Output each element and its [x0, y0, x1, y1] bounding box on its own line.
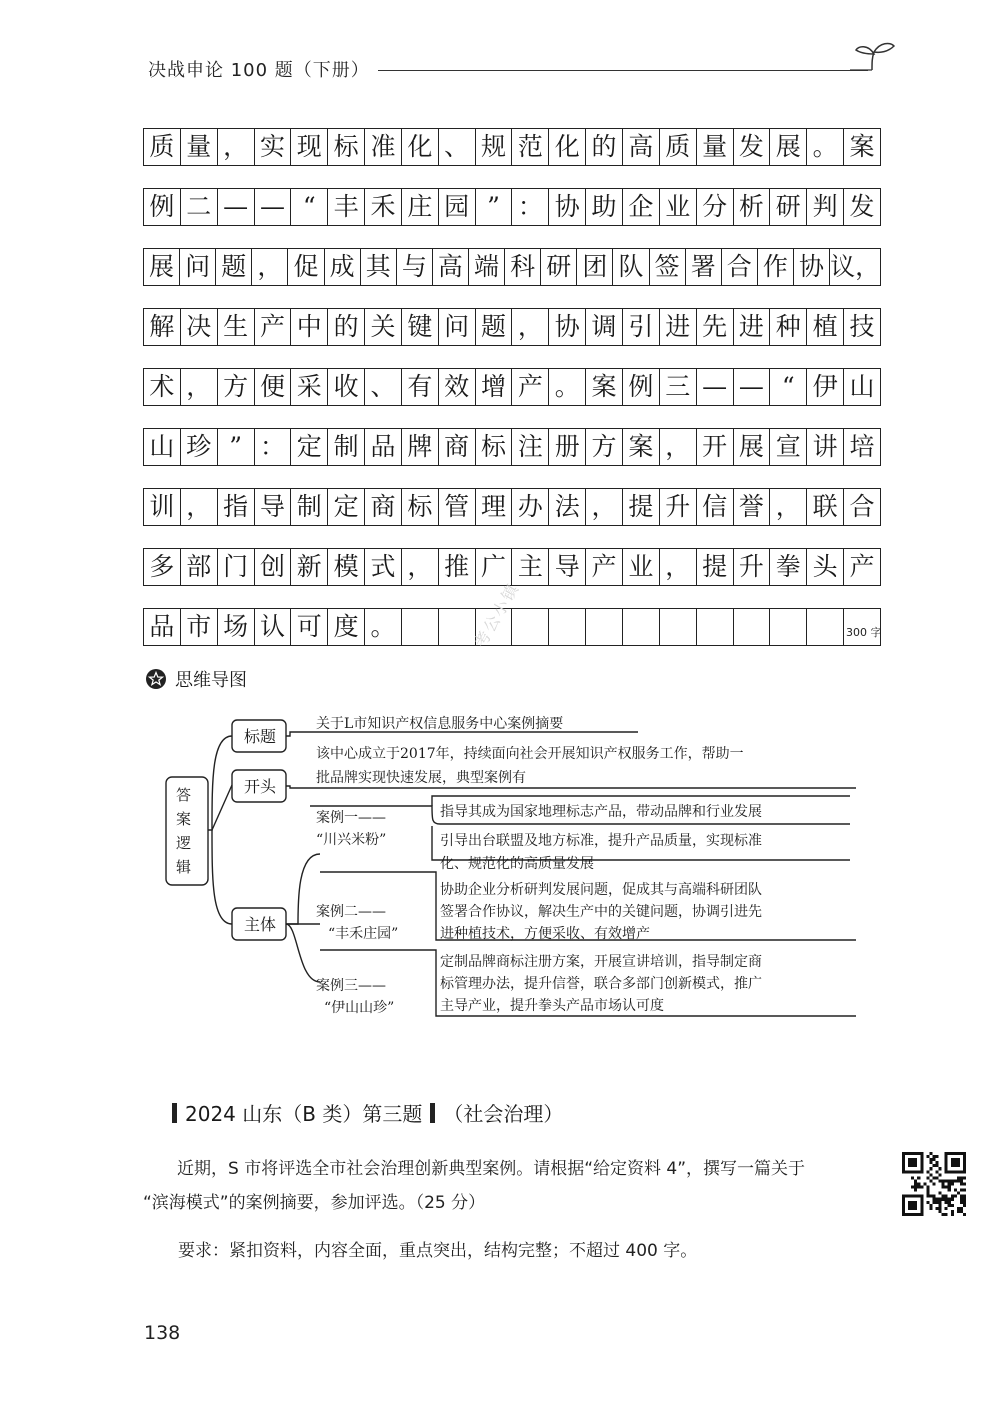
grid-cell: ， — [402, 549, 439, 585]
grid-cell: 册 — [549, 429, 586, 465]
mindmap-case1-point: 引导出台联盟及地方标准，提升产品质量，实现标准 — [440, 833, 762, 849]
grid-cell: 问 — [180, 249, 216, 285]
grid-cell: 制 — [291, 489, 328, 525]
question-body — [143, 1152, 893, 1220]
grid-cell: 理 — [476, 489, 513, 525]
grid-cell: 、 — [365, 369, 402, 405]
grid-cell: 认 — [255, 609, 292, 645]
grid-cell: 主 — [512, 549, 549, 585]
grid-cell: “ — [291, 189, 328, 225]
grid-cell: ， — [770, 489, 807, 525]
mindmap-case2-name: 案例二—— — [316, 904, 386, 920]
mindmap-heading — [145, 666, 247, 692]
grid-cell: 训 — [144, 489, 181, 525]
grid-cell: 其 — [361, 249, 397, 285]
mindmap-case2-name: “丰禾庄园” — [328, 926, 399, 942]
grid-cell: 的 — [328, 309, 365, 345]
title-bar-right — [430, 1103, 435, 1123]
grid-cell — [623, 609, 660, 645]
mindmap-case3-line: 定制品牌商标注册方案，开展宣讲培训，指导制定商 — [440, 954, 762, 970]
grid-cell — [734, 609, 771, 645]
grid-cell: ” — [476, 189, 513, 225]
mindmap-root-char: 辑 — [176, 858, 192, 876]
grid-cell: 园 — [439, 189, 476, 225]
grid-cell: 丰 — [328, 189, 365, 225]
grid-cell: 商 — [365, 489, 402, 525]
grid-cell: 增 — [476, 369, 513, 405]
grid-cell: 例 — [623, 369, 660, 405]
grid-cell: 品 — [365, 429, 402, 465]
grid-cell: 。 — [807, 129, 844, 165]
grid-cell: 信 — [697, 489, 734, 525]
grid-cell: 定 — [291, 429, 328, 465]
grid-row — [143, 308, 881, 346]
mindmap-root-char: 答 — [176, 786, 192, 804]
mindmap-case1-name: “川兴米粉” — [316, 832, 387, 848]
grid-cell: 伊 — [807, 369, 844, 405]
grid-cell: 进 — [734, 309, 771, 345]
grid-cell: ， — [218, 129, 255, 165]
grid-cell: 案 — [849, 132, 875, 161]
word-count: 300 字 — [846, 626, 882, 639]
running-header-title: 决战申论 100 题（下册） — [148, 60, 370, 81]
grid-cell: 生 — [218, 309, 255, 345]
mindmap-case2-line: 进种植技术，方便采收、有效增产 — [440, 926, 650, 942]
grid-cell: 化 — [549, 129, 586, 165]
grid-cell: 科 — [505, 249, 541, 285]
mindmap-case1-point: 指导其成为国家地理标志产品，带动品牌和行业发展 — [440, 804, 762, 820]
mindmap-case2-line: 协助企业分析研判发展问题，促成其与高端科研团队 — [440, 882, 762, 898]
grid-cell: 种 — [770, 309, 807, 345]
question-body-line: 近期，S 市将评选全市社会治理创新典型案例。请根据“给定资料 4”，撰写一篇关于 — [177, 1159, 806, 1179]
mindmap-title-text: 关于L市知识产权信息服务中心案例摘要 — [316, 716, 564, 732]
grid-cell: 标 — [402, 489, 439, 525]
grid-cell: 誉 — [734, 489, 771, 525]
grid-cell: 头 — [807, 549, 844, 585]
grid-cell: 珍 — [181, 429, 218, 465]
grid-cell: 牌 — [402, 429, 439, 465]
grid-cell: 多 — [144, 549, 181, 585]
grid-cell: 品 — [144, 609, 181, 645]
grid-cell: 可 — [291, 609, 328, 645]
grid-cell — [807, 609, 844, 645]
mindmap-case1-point: 化、规范化的高质量发展 — [440, 856, 594, 872]
grid-row — [143, 548, 881, 586]
grid-cell: 方 — [586, 429, 623, 465]
grid-cell: 庄 — [402, 189, 439, 225]
grid-cell: 高 — [623, 129, 660, 165]
grid-cell: 决 — [181, 309, 218, 345]
grid-cell: 案 — [586, 369, 623, 405]
grid-cell: 业 — [623, 549, 660, 585]
grid-cell: 提 — [623, 489, 660, 525]
grid-cell: 模 — [328, 549, 365, 585]
grid-cell — [697, 609, 734, 645]
grid-cell: 升 — [660, 489, 697, 525]
grid-cell: 、 — [439, 129, 476, 165]
mindmap-case3-line: 主导产业，提升拳头产品市场认可度 — [440, 998, 664, 1014]
grid-cell: 合 — [722, 249, 758, 285]
grid-row — [143, 428, 881, 466]
grid-cell: 例 — [144, 189, 181, 225]
grid-cell: ， — [181, 369, 218, 405]
grid-cell: 协 — [549, 309, 586, 345]
grid-cell: 新 — [291, 549, 328, 585]
mindmap-diagram — [150, 700, 870, 1030]
title-bar-left — [172, 1103, 177, 1123]
grid-row — [143, 488, 881, 526]
grid-cell: 管 — [439, 489, 476, 525]
grid-cell: 。 — [549, 369, 586, 405]
grid-cell: 二 — [181, 189, 218, 225]
grid-cell: 展 — [144, 249, 180, 285]
grid-cell: 展 — [734, 429, 771, 465]
page-number: 138 — [144, 1322, 181, 1344]
grid-cell: — — [734, 369, 771, 405]
grid-cell: 署 — [686, 249, 722, 285]
grid-cell: 注 — [512, 429, 549, 465]
question-requirements: 要求：紧扣资料，内容全面，重点突出，结构完整；不超过 400 字。 — [178, 1241, 698, 1261]
grid-cell: 部 — [181, 549, 218, 585]
grid-cell: 技 — [849, 312, 875, 341]
grid-cell: 术 — [144, 369, 181, 405]
grid-cell: 商 — [439, 429, 476, 465]
grid-cell: 规 — [476, 129, 513, 165]
mindmap-heading-text: 思维导图 — [175, 670, 247, 691]
grid-cell: 量 — [181, 129, 218, 165]
grid-cell: 拳 — [770, 549, 807, 585]
grid-cell: 度 — [328, 609, 365, 645]
grid-cell: 便 — [255, 369, 292, 405]
grid-cell: 标 — [476, 429, 513, 465]
grid-cell: 题 — [216, 249, 252, 285]
grid-cell: 开 — [697, 429, 734, 465]
grid-cell: 量 — [697, 129, 734, 165]
grid-cell: ” — [218, 429, 255, 465]
grid-cell: 导 — [255, 489, 292, 525]
grid-cell: — — [218, 189, 255, 225]
grid-cell: 质 — [144, 129, 181, 165]
grid-cell — [402, 609, 439, 645]
grid-cell: 法 — [549, 489, 586, 525]
mindmap-case3-name: 案例三—— — [316, 978, 386, 994]
grid-cell: 议， — [830, 252, 881, 281]
grid-cell: 门 — [218, 549, 255, 585]
grid-cell: 研 — [541, 249, 577, 285]
grid-cell: 作 — [758, 249, 794, 285]
grid-cell: 创 — [255, 549, 292, 585]
mindmap-title-label: 标题 — [244, 727, 277, 746]
grid-cell: 关 — [365, 309, 402, 345]
grid-cell: 范 — [512, 129, 549, 165]
grid-cell: 发 — [849, 192, 875, 221]
grid-cell: 题 — [476, 309, 513, 345]
sprout-icon — [850, 38, 900, 78]
grid-cell: 进 — [660, 309, 697, 345]
grid-cell: 发 — [734, 129, 771, 165]
grid-cell — [586, 609, 623, 645]
grid-cell: 助 — [586, 189, 623, 225]
mindmap-opening-line: 该中心成立于2017年，持续面向社会开展知识产权服务工作，帮助一 — [316, 746, 744, 762]
grid-cell: 企 — [623, 189, 660, 225]
grid-cell — [770, 609, 807, 645]
grid-cell: ， — [252, 249, 288, 285]
grid-cell: 端 — [469, 249, 505, 285]
grid-cell: 调 — [586, 309, 623, 345]
grid-cell: 产 — [849, 552, 875, 581]
grid-cell: 场 — [218, 609, 255, 645]
grid-cell: 培 — [849, 432, 875, 461]
grid-row — [143, 188, 881, 226]
grid-cell: “ — [770, 369, 807, 405]
grid-cell: ， — [181, 489, 218, 525]
grid-cell: 的 — [586, 129, 623, 165]
grid-cell: 宣 — [770, 429, 807, 465]
grid-cell: 先 — [697, 309, 734, 345]
grid-row — [143, 608, 881, 646]
grid-cell: 有 — [402, 369, 439, 405]
grid-cell: 提 — [697, 549, 734, 585]
grid-cell: 广 — [476, 549, 513, 585]
question-title-topic: （社会治理） — [443, 1102, 564, 1126]
grid-cell: 禾 — [365, 189, 402, 225]
grid-cell: 质 — [660, 129, 697, 165]
mindmap-body-label: 主体 — [244, 915, 277, 934]
mindmap-opening-label: 开头 — [244, 777, 277, 796]
grid-cell: 准 — [365, 129, 402, 165]
grid-cell: 中 — [291, 309, 328, 345]
grid-cell: 分 — [697, 189, 734, 225]
grid-cell: 研 — [770, 189, 807, 225]
grid-cell: 键 — [402, 309, 439, 345]
grid-cell: 市 — [181, 609, 218, 645]
grid-cell: 队 — [613, 249, 649, 285]
header-rule — [378, 70, 868, 71]
grid-row — [143, 368, 881, 406]
grid-cell: 协 — [549, 189, 586, 225]
mindmap-root-char: 逻 — [176, 834, 192, 852]
mindmap-case3-name: “伊山山珍” — [324, 1000, 395, 1016]
grid-cell: 化 — [402, 129, 439, 165]
grid-cell: — — [697, 369, 734, 405]
mindmap-case3-line: 标管理办法，提升信誉，联合多部门创新模式，推广 — [440, 976, 762, 992]
grid-cell: 析 — [734, 189, 771, 225]
grid-cell: 产 — [255, 309, 292, 345]
grid-cell: ： — [512, 189, 549, 225]
grid-row — [143, 248, 881, 286]
grid-cell — [512, 609, 549, 645]
grid-cell: 方 — [218, 369, 255, 405]
grid-cell: ， — [586, 489, 623, 525]
grid-cell: ， — [512, 309, 549, 345]
grid-cell: 讲 — [807, 429, 844, 465]
mindmap-case2-line: 签署合作协议，解决生产中的关键问题，协调引进先 — [440, 904, 762, 920]
mindmap-root-char: 案 — [176, 810, 192, 828]
grid-cell: 签 — [650, 249, 686, 285]
grid-cell: 指 — [218, 489, 255, 525]
grid-cell: 合 — [849, 492, 875, 521]
grid-cell: 与 — [397, 249, 433, 285]
qr-code-icon[interactable] — [902, 1152, 966, 1216]
grid-cell: 式 — [365, 549, 402, 585]
grid-cell: 山 — [144, 429, 181, 465]
grid-cell — [660, 609, 697, 645]
watermark: 考公小镇 — [470, 579, 524, 651]
grid-cell — [549, 609, 586, 645]
grid-cell: 高 — [433, 249, 469, 285]
grid-cell: 联 — [807, 489, 844, 525]
grid-cell: 问 — [439, 309, 476, 345]
grid-cell: 制 — [328, 429, 365, 465]
grid-cell: 成 — [325, 249, 361, 285]
grid-cell: 标 — [328, 129, 365, 165]
grid-cell: 定 — [328, 489, 365, 525]
grid-cell: 协 — [794, 249, 830, 285]
grid-cell: 促 — [288, 249, 324, 285]
grid-cell: — — [255, 189, 292, 225]
grid-cell: 实 — [255, 129, 292, 165]
question-title-main: 2024 山东（B 类）第三题 — [185, 1102, 423, 1126]
mindmap-case1-name: 案例一—— — [316, 810, 386, 826]
grid-cell: ， — [660, 429, 697, 465]
grid-cell: ， — [660, 549, 697, 585]
grid-cell: 三 — [660, 369, 697, 405]
grid-cell: 。 — [365, 609, 402, 645]
grid-cell: 效 — [439, 369, 476, 405]
grid-cell: 山 — [849, 372, 875, 401]
grid-cell: 收 — [328, 369, 365, 405]
grid-cell: ： — [255, 429, 292, 465]
question-body-line: “滨海模式”的案例摘要，参加评选。（25 分） — [143, 1193, 486, 1213]
grid-cell: 解 — [144, 309, 181, 345]
grid-cell: 产 — [512, 369, 549, 405]
grid-cell: 案 — [623, 429, 660, 465]
grid-cell: 展 — [770, 129, 807, 165]
grid-cell: 采 — [291, 369, 328, 405]
star-circle-icon — [145, 668, 167, 690]
grid-cell: 现 — [291, 129, 328, 165]
grid-cell: 业 — [660, 189, 697, 225]
grid-cell: 推 — [439, 549, 476, 585]
grid-cell: 办 — [512, 489, 549, 525]
question-title — [172, 1098, 563, 1127]
grid-cell: 团 — [577, 249, 613, 285]
grid-row — [143, 128, 881, 166]
grid-cell: 产 — [586, 549, 623, 585]
grid-cell: 植 — [807, 309, 844, 345]
grid-cell: 导 — [549, 549, 586, 585]
mindmap-opening-line: 批品牌实现快速发展，典型案例有 — [316, 770, 526, 786]
grid-cell: 判 — [807, 189, 844, 225]
grid-cell: 升 — [734, 549, 771, 585]
grid-cell: 引 — [623, 309, 660, 345]
